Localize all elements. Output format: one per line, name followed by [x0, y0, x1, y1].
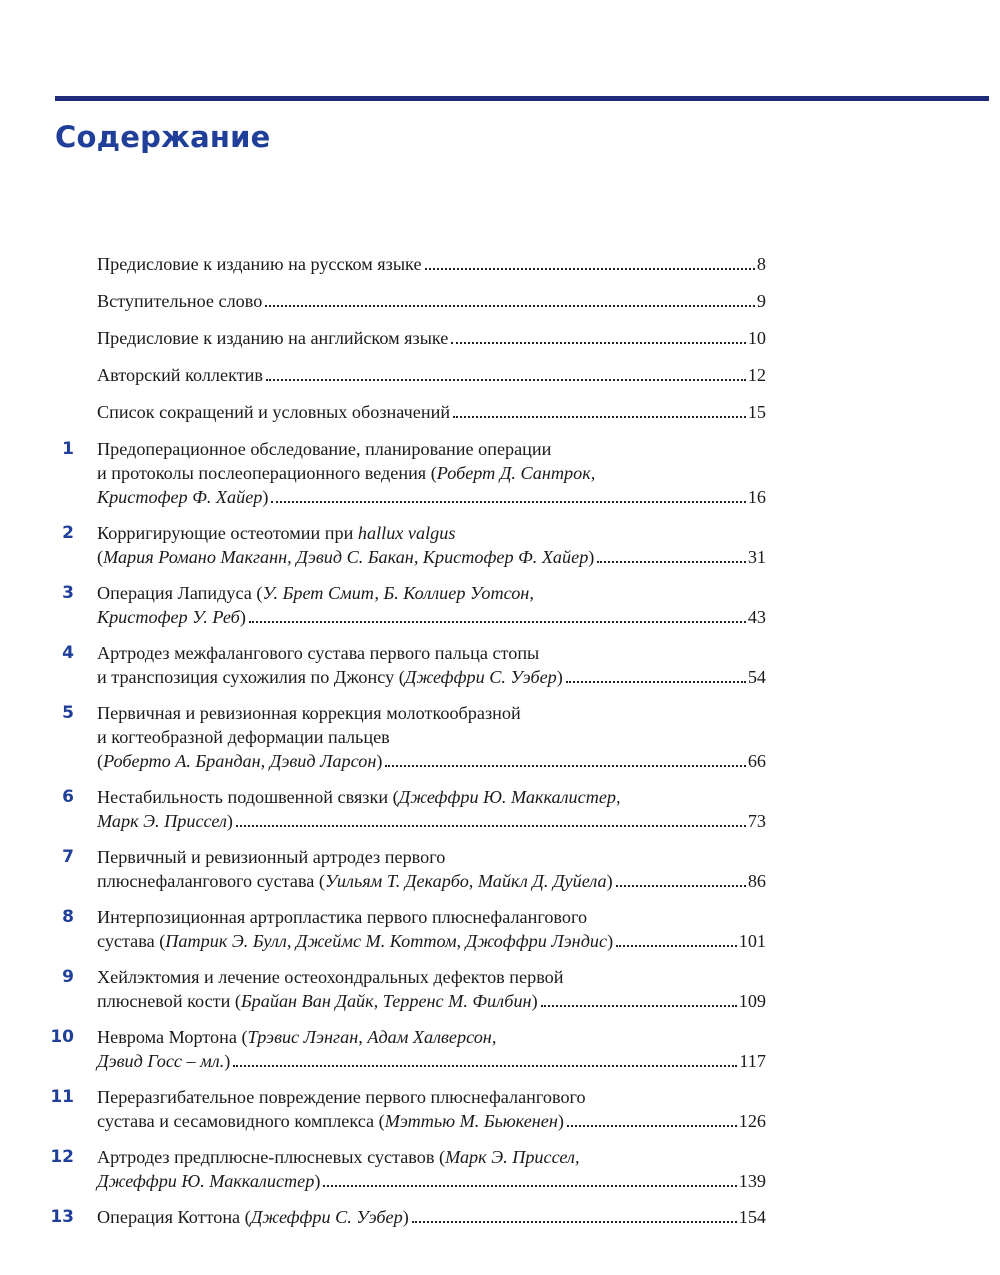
dot-leader	[616, 945, 737, 947]
toc-authors: Брайан Ван Дайк, Терренс М. Филбин	[240, 991, 532, 1011]
toc-text: и протоколы послеоперационного ведения (	[97, 463, 437, 483]
toc-text: )	[314, 1171, 321, 1191]
toc-authors: Марк Э. Приссел,	[445, 1147, 580, 1167]
dot-leader	[249, 621, 746, 623]
toc-entry[interactable]	[0, 363, 1000, 387]
toc-entry-body	[97, 521, 766, 569]
toc-text: Первичная и ревизионная коррекция молоткообразной	[97, 703, 521, 723]
toc-text: )	[607, 931, 614, 951]
page-number: 154	[738, 1207, 766, 1227]
chapter-number: 1	[62, 439, 74, 459]
toc-title	[97, 749, 382, 773]
page-number: 66	[747, 751, 766, 771]
toc-text: Первичный и ревизионный артродез первого	[97, 847, 446, 867]
toc-entry-body	[97, 1025, 766, 1073]
page-number: 54	[747, 667, 766, 687]
toc-entry-body	[97, 845, 766, 893]
chapter-number: 7	[62, 847, 74, 867]
toc-entry-body	[97, 363, 766, 387]
toc-title	[97, 289, 262, 313]
toc-text: (	[97, 751, 104, 771]
toc-last-line	[97, 485, 766, 509]
toc-text: Неврома Мортона (	[97, 1027, 248, 1047]
toc-text: Предоперационное обследование, планирование операции	[97, 439, 552, 459]
toc-text: и когтеобразной деформации пальцев	[97, 727, 390, 747]
dot-leader	[323, 1185, 736, 1187]
toc-authors: Джеффри С. Уэбер	[250, 1207, 403, 1227]
toc-entry-body	[97, 326, 766, 350]
toc-line	[97, 1025, 766, 1049]
toc-authors: У. Брет Смит, Б. Коллиер Уотсон,	[262, 583, 534, 603]
toc-title	[97, 1205, 409, 1229]
toc-last-line	[97, 665, 766, 689]
toc-text: )	[224, 1051, 231, 1071]
toc-authors: Мэттью М. Бьюкенен	[384, 1111, 558, 1131]
chapter-number: 3	[62, 583, 74, 603]
toc-text: )	[606, 871, 613, 891]
toc-title	[97, 363, 263, 387]
toc-last-line	[97, 929, 766, 953]
toc-entry-body	[97, 437, 766, 509]
page-number: 43	[747, 607, 766, 627]
toc-entry[interactable]	[0, 1025, 1000, 1073]
toc-text: )	[531, 991, 538, 1011]
toc-line	[97, 701, 766, 725]
toc-line	[97, 965, 766, 989]
toc-authors: Роберто А. Брандан, Дэвид Ларсон	[103, 751, 377, 771]
toc-entry[interactable]	[0, 701, 1000, 773]
toc-title	[97, 1049, 230, 1073]
chapter-number: 4	[62, 643, 74, 663]
toc-text: плюснефалангового сустава (	[97, 871, 325, 891]
dot-leader	[567, 1125, 737, 1127]
toc-title	[97, 400, 450, 424]
toc-text: плюсневой кости (	[97, 991, 241, 1011]
toc-entry-body	[97, 965, 766, 1013]
toc-title	[97, 252, 422, 276]
toc-text: Предисловие к изданию на английском языке	[97, 328, 449, 348]
toc-entry-body	[97, 400, 766, 424]
toc-text: )	[402, 1207, 409, 1227]
toc-entry-body	[97, 905, 766, 953]
toc-text: )	[239, 607, 246, 627]
toc-entry-body	[97, 581, 766, 629]
chapter-number: 12	[50, 1147, 74, 1167]
page-number: 8	[756, 254, 766, 274]
toc-entry[interactable]	[0, 845, 1000, 893]
toc-entry[interactable]	[0, 289, 1000, 313]
chapter-number: 8	[62, 907, 74, 927]
toc-entry[interactable]	[0, 965, 1000, 1013]
page-number: 73	[747, 811, 766, 831]
toc-entry-body	[97, 785, 766, 833]
dot-leader	[616, 885, 746, 887]
toc-entry[interactable]	[0, 252, 1000, 276]
toc-text: Артродез межфалангового сустава первого пальца стопы	[97, 643, 540, 663]
toc-entry-body	[97, 1085, 766, 1133]
toc-authors: Роберт Д. Сантрок,	[436, 463, 596, 483]
page-number: 31	[747, 547, 766, 567]
dot-leader	[412, 1221, 737, 1223]
toc-title	[97, 1169, 320, 1193]
toc-last-line	[97, 400, 766, 424]
toc-text: Авторский коллектив	[97, 365, 263, 385]
header-rule	[55, 96, 989, 101]
toc-entry[interactable]	[0, 1085, 1000, 1133]
toc-text: и транспозиция сухожилия по Джонсу (	[97, 667, 405, 687]
toc-line	[97, 1085, 766, 1109]
toc-authors: Марк Э. Приссел	[97, 811, 227, 831]
page-number: 16	[747, 487, 766, 507]
toc-last-line	[97, 749, 766, 773]
toc-entry-body	[97, 641, 766, 689]
dot-leader	[266, 379, 746, 381]
page-number: 126	[738, 1111, 766, 1131]
page-number: 86	[747, 871, 766, 891]
toc-entry[interactable]	[0, 905, 1000, 953]
toc-text: Вступительное слово	[97, 291, 263, 311]
toc-text: Список сокращений и условных обозначений	[97, 402, 451, 422]
toc-text: сустава и сесамовидного комплекса (	[97, 1111, 385, 1131]
chapter-number: 11	[50, 1087, 74, 1107]
toc-line	[97, 437, 766, 461]
toc-line	[97, 905, 766, 929]
toc-last-line	[97, 605, 766, 629]
toc-title	[97, 1109, 564, 1133]
toc-text: Артродез предплюсне-плюсневых суставов (	[97, 1147, 446, 1167]
page-number: 109	[738, 991, 766, 1011]
toc-last-line	[97, 989, 766, 1013]
page-number: 101	[738, 931, 766, 951]
toc-authors: Мария Романо Макганн, Дэвид С. Бакан, Кристофер Ф. Хайер	[103, 547, 589, 567]
dot-leader	[451, 342, 745, 344]
toc-text: Корригирующие остеотомии при	[97, 523, 358, 543]
chapter-number: 5	[62, 703, 74, 723]
toc-title	[97, 485, 268, 509]
toc-title	[97, 809, 233, 833]
toc-entry[interactable]	[0, 641, 1000, 689]
toc-authors: Джеффри С. Уэбер	[404, 667, 557, 687]
toc-authors: hallux valgus	[357, 523, 456, 543]
toc-entry[interactable]	[0, 1205, 1000, 1229]
dot-leader	[453, 416, 746, 418]
dot-leader	[541, 1005, 737, 1007]
toc-last-line	[97, 1205, 766, 1229]
toc-line	[97, 461, 766, 485]
toc-last-line	[97, 1169, 766, 1193]
dot-leader	[425, 268, 755, 270]
dot-leader	[566, 681, 746, 683]
chapter-number: 13	[50, 1207, 74, 1227]
toc-title	[97, 326, 448, 350]
toc-text: (	[97, 547, 104, 567]
toc-text: )	[556, 667, 563, 687]
toc-last-line	[97, 326, 766, 350]
page-title: Содержание	[55, 120, 271, 154]
chapter-number: 9	[62, 967, 74, 987]
toc-text: Хейлэктомия и лечение остеохондральных дефектов первой	[97, 967, 564, 987]
toc-authors: Джеффри Ю. Маккалистер,	[398, 787, 621, 807]
toc-line	[97, 785, 766, 809]
toc-text: )	[376, 751, 383, 771]
toc-text: )	[226, 811, 233, 831]
dot-leader	[236, 825, 746, 827]
toc-text: Операция Коттона (	[97, 1207, 251, 1227]
toc-entry-body	[97, 289, 766, 313]
page-number: 9	[756, 291, 766, 311]
toc-line	[97, 845, 766, 869]
toc-entry-body	[97, 1145, 766, 1193]
table-of-contents	[0, 252, 1000, 1241]
toc-line	[97, 581, 766, 605]
dot-leader	[233, 1065, 737, 1067]
toc-title	[97, 665, 563, 689]
toc-authors: Трэвис Лэнган, Адам Халверсон,	[247, 1027, 497, 1047]
chapter-number: 10	[50, 1027, 74, 1047]
toc-entry[interactable]	[0, 326, 1000, 350]
toc-entry-body	[97, 252, 766, 276]
toc-entry-body	[97, 1205, 766, 1229]
toc-entry[interactable]	[0, 785, 1000, 833]
page-number: 10	[747, 328, 766, 348]
toc-line	[97, 725, 766, 749]
chapter-number: 2	[62, 523, 74, 543]
toc-last-line	[97, 869, 766, 893]
toc-entry[interactable]	[0, 521, 1000, 569]
toc-text: Операция Лапидуса (	[97, 583, 263, 603]
toc-last-line	[97, 363, 766, 387]
toc-title	[97, 929, 613, 953]
toc-line	[97, 1145, 766, 1169]
toc-text: Интерпозиционная артропластика первого плюснефалангового	[97, 907, 588, 927]
page-number: 139	[738, 1171, 766, 1191]
toc-title	[97, 989, 538, 1013]
toc-title	[97, 869, 613, 893]
toc-authors: Джеффри Ю. Маккалистер	[97, 1171, 315, 1191]
toc-authors: Уильям Т. Декарбо, Майкл Д. Дуйела	[324, 871, 607, 891]
toc-line	[97, 641, 766, 665]
toc-entry[interactable]	[0, 400, 1000, 424]
page-number: 117	[739, 1051, 766, 1071]
toc-line	[97, 521, 766, 545]
toc-entry-body	[97, 701, 766, 773]
dot-leader	[385, 765, 745, 767]
toc-title	[97, 545, 594, 569]
toc-authors: Патрик Э. Булл, Джеймс М. Коттом, Джоффри Лэндис	[165, 931, 608, 951]
toc-entry[interactable]	[0, 581, 1000, 629]
toc-text: Предисловие к изданию на русском языке	[97, 254, 422, 274]
chapter-number: 6	[62, 787, 74, 807]
toc-authors: Дэвид Госс – мл.	[97, 1051, 225, 1071]
toc-last-line	[97, 289, 766, 313]
dot-leader	[271, 501, 745, 503]
toc-last-line	[97, 1109, 766, 1133]
toc-entry[interactable]	[0, 1145, 1000, 1193]
page-number: 12	[747, 365, 766, 385]
dot-leader	[265, 305, 755, 307]
dot-leader	[597, 561, 745, 563]
toc-text: Переразгибательное повреждение первого плюснефалангового	[97, 1087, 586, 1107]
toc-text: )	[557, 1111, 564, 1131]
toc-text: )	[262, 487, 269, 507]
toc-authors: Кристофер У. Реб	[97, 607, 240, 627]
toc-text: Нестабильность подошвенной связки (	[97, 787, 399, 807]
toc-authors: Кристофер Ф. Хайер	[97, 487, 263, 507]
toc-last-line	[97, 1049, 766, 1073]
toc-text: сустава (	[97, 931, 166, 951]
toc-text: )	[588, 547, 595, 567]
toc-title	[97, 605, 246, 629]
page-number: 15	[747, 402, 766, 422]
toc-entry[interactable]	[0, 437, 1000, 509]
toc-last-line	[97, 252, 766, 276]
toc-last-line	[97, 809, 766, 833]
toc-last-line	[97, 545, 766, 569]
